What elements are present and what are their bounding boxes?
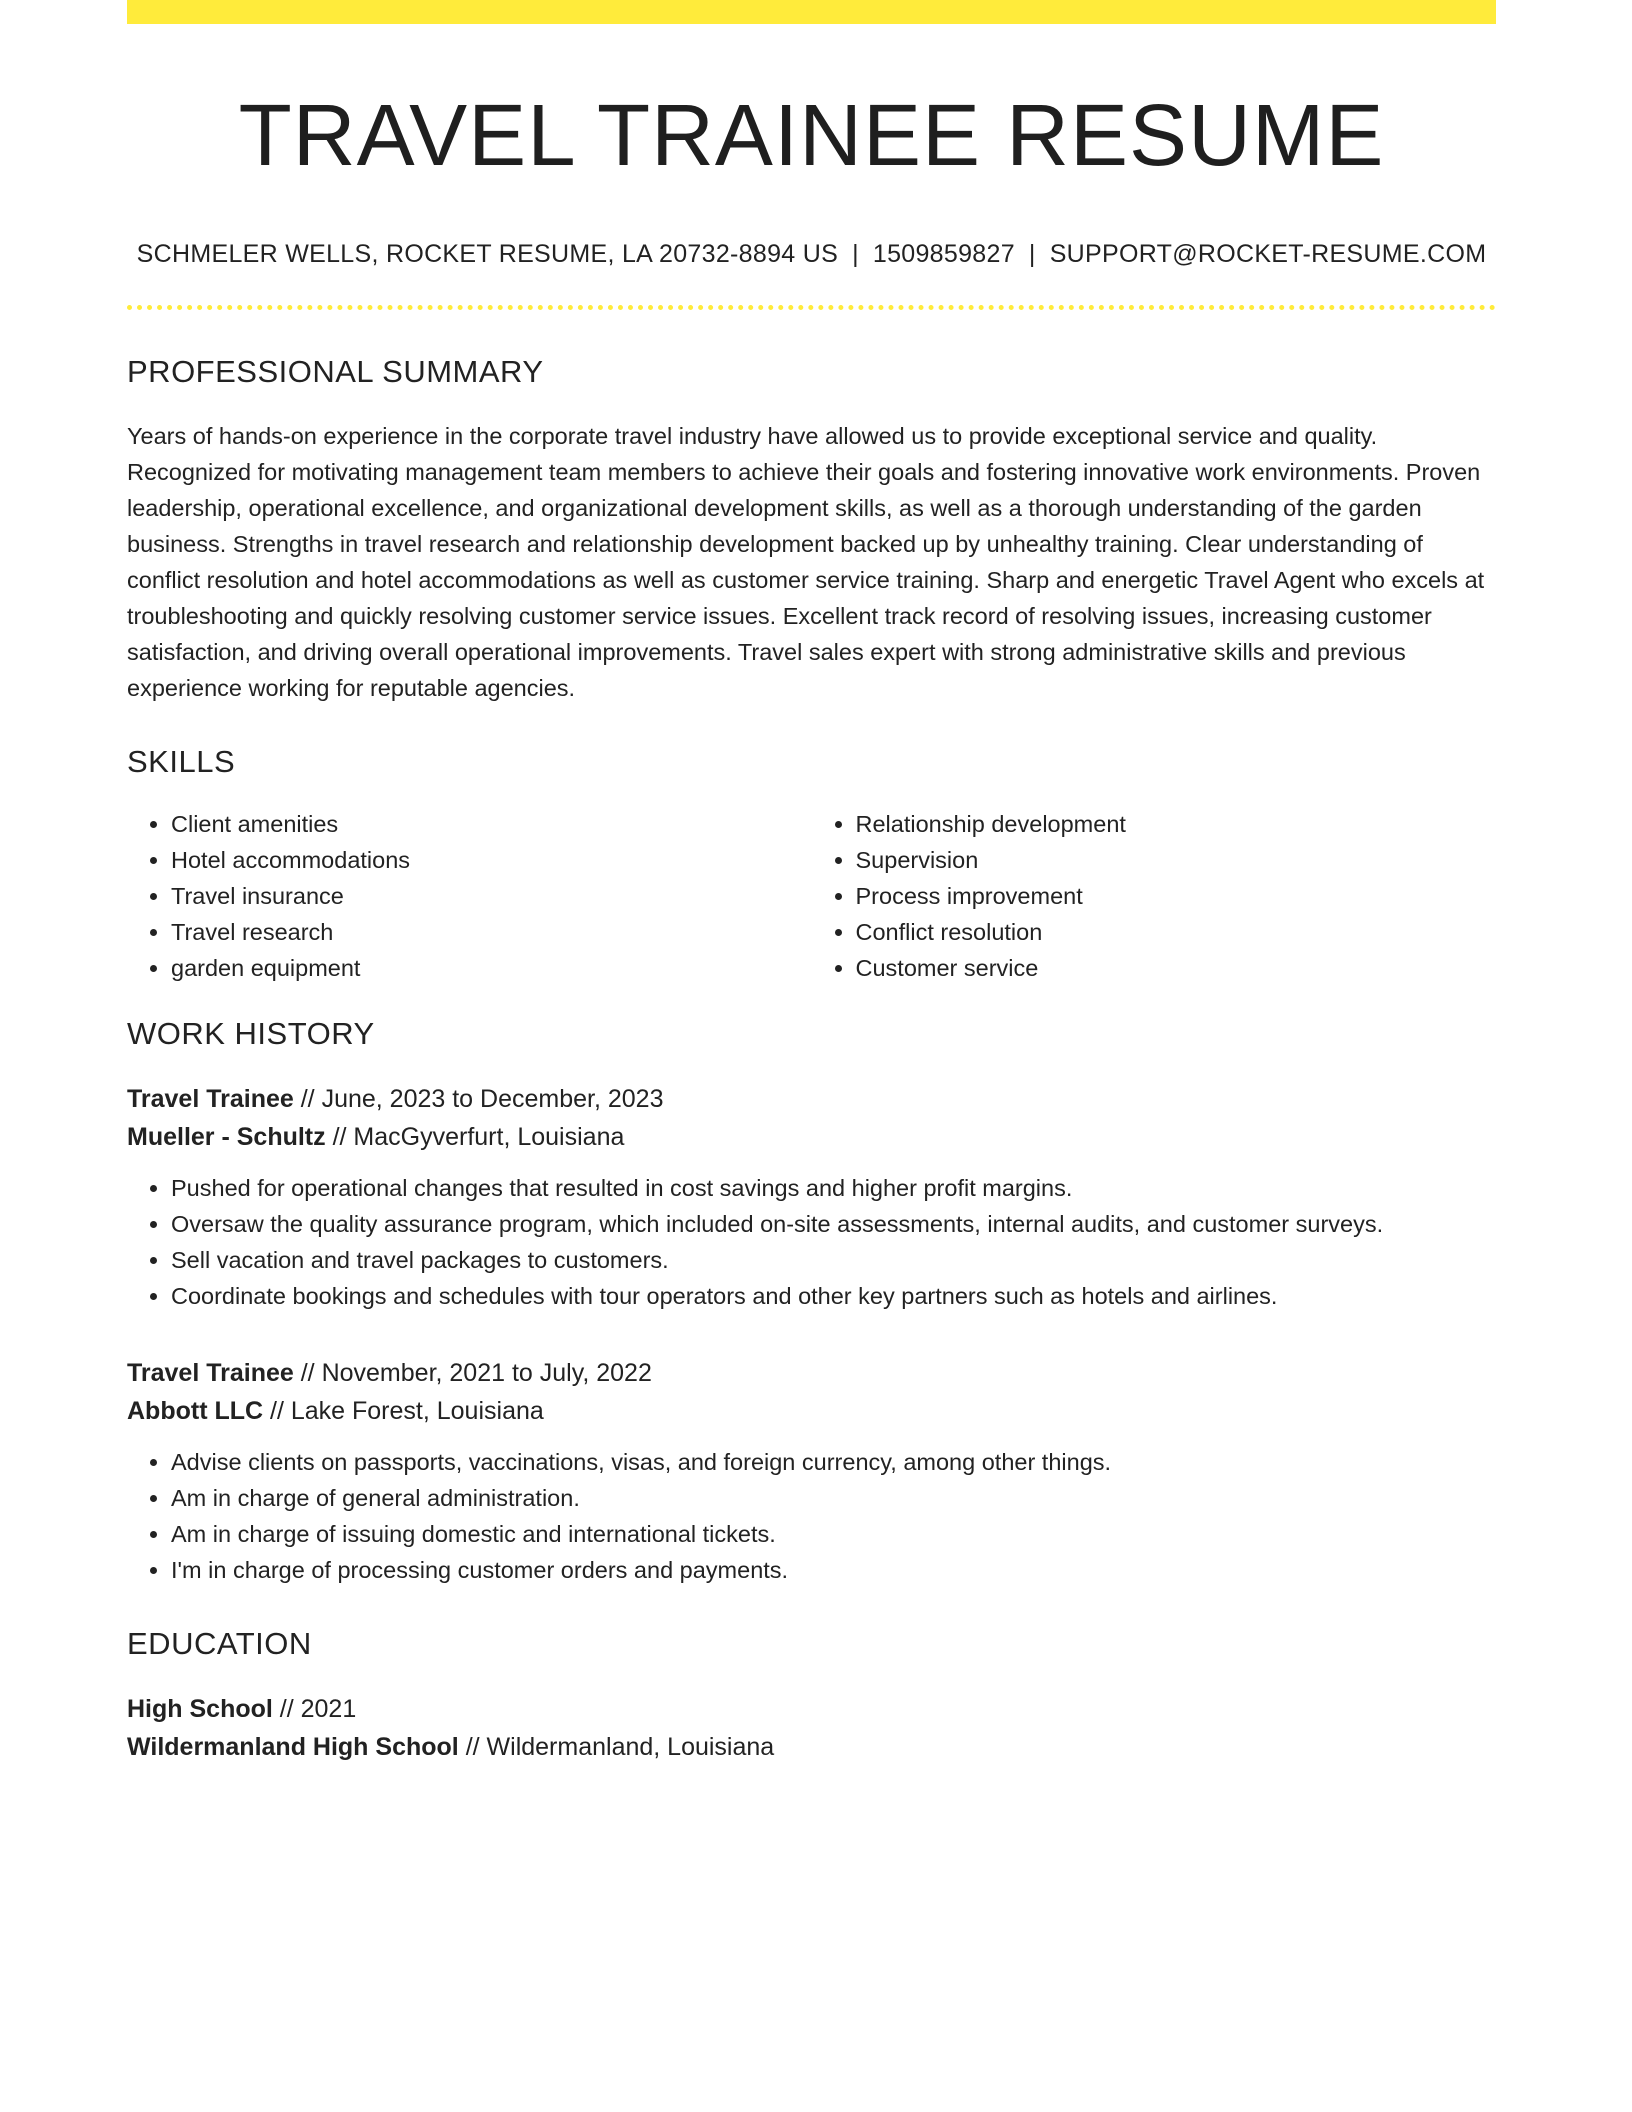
skills-column-right: [812, 806, 1497, 986]
skill-item: • Travel research: [171, 914, 812, 950]
job-entry: [127, 1354, 1496, 1588]
job-bullet: • Oversaw the quality assurance program, which included on-site assessments, internal audits, and customer surveys.: [171, 1206, 1496, 1242]
contact-address: SCHMELER WELLS, ROCKET RESUME, LA 20732-8894 US: [136, 240, 839, 269]
job-company: Abbott LLC: [127, 1397, 264, 1426]
education-location: // Wildermanland, Louisiana: [465, 1733, 775, 1762]
skills-list: [127, 806, 1496, 986]
education-school: Wildermanland High School: [127, 1733, 459, 1762]
contact-email: SUPPORT@ROCKET-RESUME.COM: [1049, 240, 1487, 269]
job-bullets: [127, 1170, 1496, 1314]
skill-item: • Conflict resolution: [856, 914, 1497, 950]
skill-item: • garden equipment: [171, 950, 812, 986]
skills-heading: SKILLS: [127, 744, 236, 780]
job-bullet: • Sell vacation and travel packages to customers.: [171, 1242, 1496, 1278]
education-year: // 2021: [279, 1695, 357, 1724]
job-bullet: • I'm in charge of processing customer orders and payments.: [171, 1552, 1496, 1588]
job-location: // Lake Forest, Louisiana: [270, 1397, 544, 1426]
contact-separator: |: [852, 240, 859, 269]
summary-text: Years of hands-on experience in the corporate travel industry have allowed us to provide exceptional service and quality. Recognized for motivating management team members to achieve their goals and fostering innovative work environments. Proven leadership, operational excellence, and organizational development skills, as well as a thorough understanding of the garden business. Strengths in travel research and relationship development backed up by unhealthy training. Clear understanding of conflict resolution and hotel accommodations as well as customer service training. Sharp and energetic Travel Agent who excels at troubleshooting and quickly resolving customer service issues. Excellent track record of resolving issues, increasing customer satisfaction, and driving overall operational improvements. Travel sales expert with strong administrative skills and previous experience working for reputable agencies.: [127, 423, 1485, 702]
top-accent-bar: [127, 0, 1496, 24]
resume-title: TRAVEL TRAINEE RESUME: [238, 87, 1385, 184]
skill-item: • Travel insurance: [171, 878, 812, 914]
education-entry: [127, 1690, 1496, 1766]
skill-item: • Hotel accommodations: [171, 842, 812, 878]
resume-page: [127, 0, 1496, 1766]
dotted-divider: [127, 305, 1496, 310]
summary-heading: PROFESSIONAL SUMMARY: [127, 354, 544, 390]
job-dates: // November, 2021 to July, 2022: [300, 1359, 652, 1388]
job-title-line: [127, 1080, 1496, 1118]
job-title: Travel Trainee: [127, 1359, 294, 1388]
job-bullet: • Advise clients on passports, vaccinations, visas, and foreign currency, among other things.: [171, 1444, 1496, 1480]
job-company-line: [127, 1392, 1496, 1430]
job-bullets: [127, 1444, 1496, 1588]
skill-item: • Supervision: [856, 842, 1497, 878]
education-heading: EDUCATION: [127, 1626, 312, 1662]
job-bullet: • Am in charge of general administration.: [171, 1480, 1496, 1516]
job-bullet: • Coordinate bookings and schedules with tour operators and other key partners such as hotels and airlines.: [171, 1278, 1496, 1314]
skill-item: • Customer service: [856, 950, 1497, 986]
education-degree: High School: [127, 1695, 273, 1724]
education-degree-line: [127, 1690, 1496, 1728]
job-company-line: [127, 1118, 1496, 1156]
skill-item: • Process improvement: [856, 878, 1497, 914]
job-bullet: • Pushed for operational changes that resulted in cost savings and higher profit margins.: [171, 1170, 1496, 1206]
skill-item: • Client amenities: [171, 806, 812, 842]
contact-line: [127, 240, 1496, 269]
contact-separator: |: [1028, 240, 1036, 269]
job-title-line: [127, 1354, 1496, 1392]
contact-phone: 1509859827: [872, 240, 1015, 269]
skills-column-left: [127, 806, 812, 986]
skill-item: • Relationship development: [856, 806, 1497, 842]
job-location: // MacGyverfurt, Louisiana: [332, 1123, 625, 1152]
job-title: Travel Trainee: [127, 1085, 294, 1114]
job-entry: [127, 1080, 1496, 1314]
job-dates: // June, 2023 to December, 2023: [300, 1085, 664, 1114]
education-school-line: [127, 1728, 1496, 1766]
work-history-heading: WORK HISTORY: [127, 1016, 375, 1052]
job-company: Mueller - Schultz: [127, 1123, 326, 1152]
job-bullet: • Am in charge of issuing domestic and international tickets.: [171, 1516, 1496, 1552]
